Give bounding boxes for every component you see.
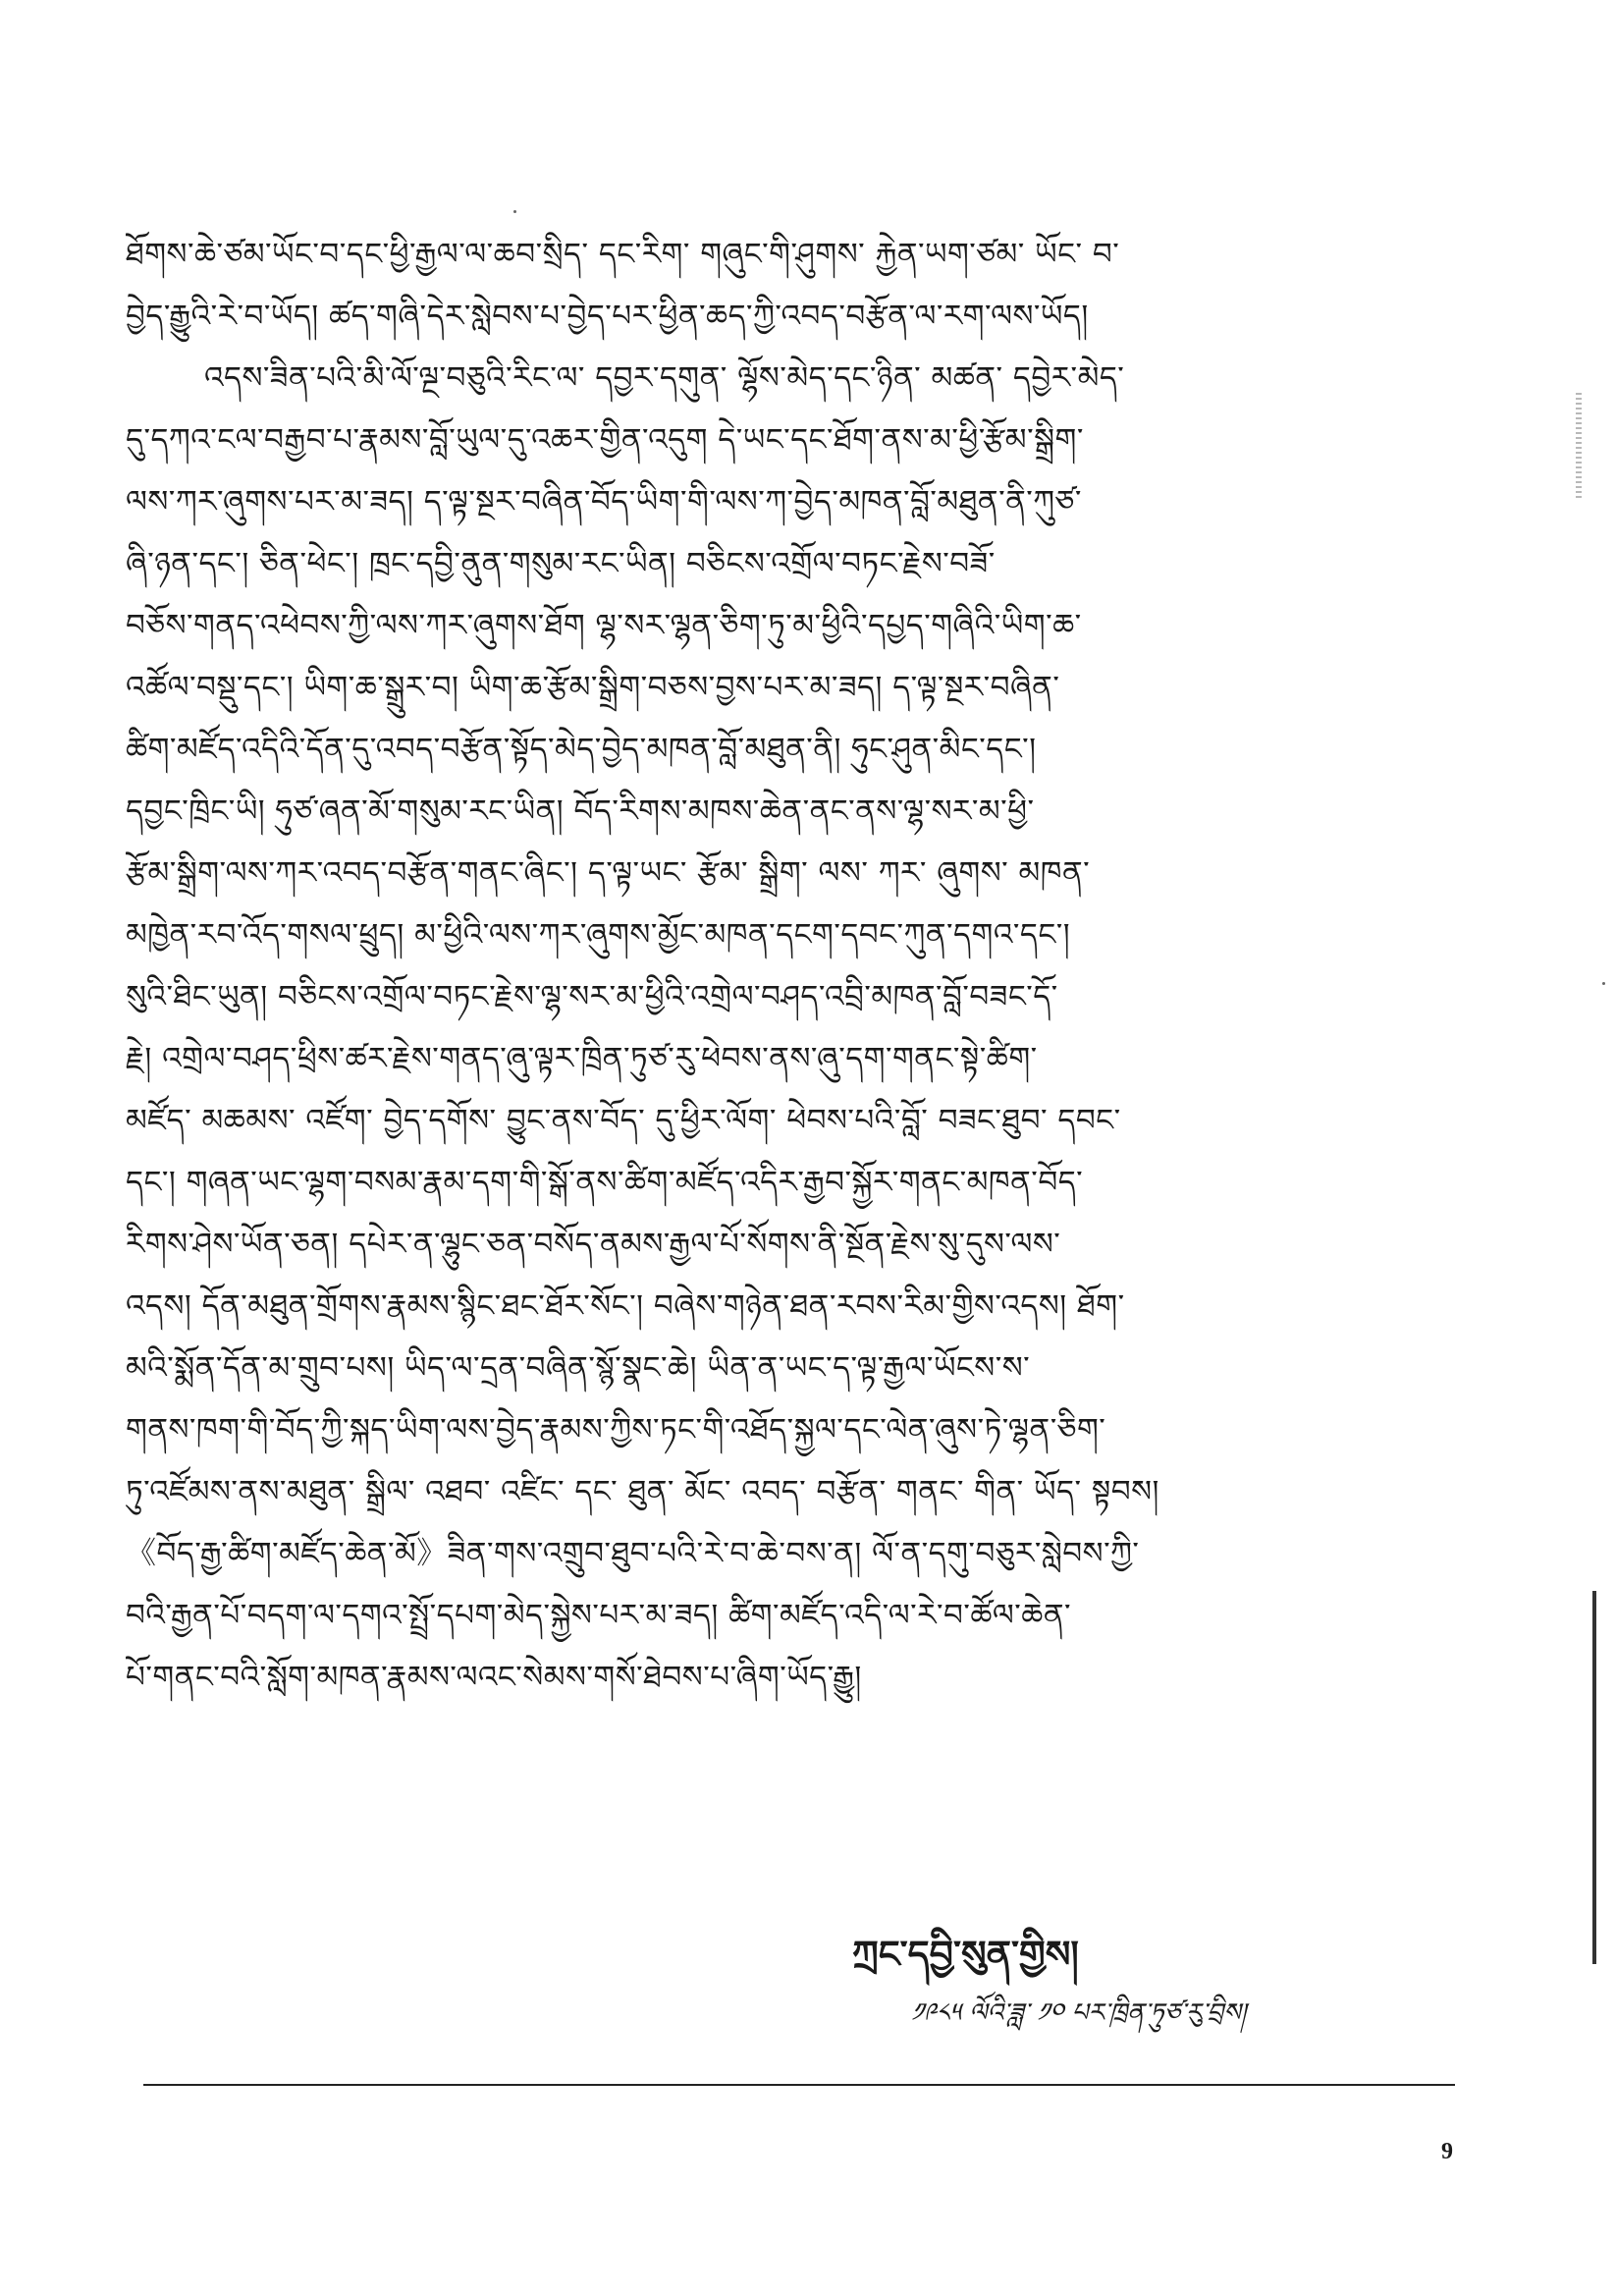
text-line: ལས་ཀར་ཞུགས་པར་མ་ཟད། ད་ལྟ་སྔར་བཞིན་བོད་ཡིག་གི་ལས་ཀ་བྱེད་མཁན་བློ་མཐུན་ནི་ཀུཙ་: [126, 484, 1082, 519]
text-line: ཞི་ཉན་དང་། ཅིན་ཕེང་། ཁྲང་དབྱི་ནུན་གསུམ་རང་ཡིན། བཅིངས་འགྲོལ་བཏང་རྗེས་བཟོ་: [126, 546, 996, 581]
text-line: མཁྱེན་རབ་འོད་གསལ་ཕྲུད། མ་ཕྱིའི་ལས་ཀར་ཞུགས་མྱོང་མཁན་དངག་དབང་ཀུན་དགའ་དང་།: [126, 917, 1071, 953]
text-line: རིགས་ཤེས་ཡོན་ཅན། དཔེར་ན་ལྷུང་ཅན་བསོད་ནམས་རྒྱལ་པོ་སོགས་ནི་སྔོན་རྗེས་སུ་དུས་ལས་: [126, 1227, 1061, 1262]
text-line: བའི་རྒྱན་པོ་བདག་ལ་དགའ་སྤྲོ་དཔག་མེད་སྐྱེས་པར་མ་ཟད། ཚིག་མཛོད་འདི་ལ་རེ་བ་ཚོལ་ཆེན་: [126, 1598, 1072, 1633]
text-line: སུའི་ཐིང་ཡུན། བཅིངས་འགྲོལ་བཏང་རྗེས་ལྷ་སར་མ་ཕྱིའི་འགྲེལ་བཤད་འབྲི་མཁན་བློ་བཟང་དོ་: [126, 979, 1058, 1014]
text-line: འདས། དོན་མཐུན་གྲོགས་རྣམས་སྙིང་ཐང་ཐོར་སོང་། བཞེས་གཉེན་ཐན་རབས་རིམ་གྱིས་འདས། ཐོག་: [126, 1288, 1125, 1324]
paragraph-start-line: འདས་ཟིན་པའི་མི་ལོ་ལྔ་བཅུའི་རིང་ལ་ དབྱར་དགུན་ ལྷོས་མེད་དང་ཉིན་ མཚན་ དབྱེར་མེད་: [204, 360, 1125, 396]
author-name: ཀྲང་དབྱི་སུན་གྱིས།: [852, 1932, 1079, 1976]
text-line: བཅོས་གནད་འཕེབས་ཀྱི་ལས་ཀར་ཞུགས་ཐོག ལྷ་སར་ལྷན་ཅིག་ཏུ་མ་ཕྱིའི་དཔྱད་གཞིའི་ཡིག་ཆ་: [126, 608, 1082, 643]
page-number: 9: [1441, 2139, 1453, 2164]
text-line: རྩོམ་སྒྲིག་ལས་ཀར་འབད་བརྩོན་གནང་ཞིང་། ད་ལྟ་ཡང་ རྩོམ་ སྒྲིག་ ལས་ ཀར་ ཞུགས་ མཁན་: [126, 855, 1091, 891]
text-line: དང་། གཞན་ཡང་ལྷག་བསམ་རྣམ་དག་གི་སྒོ་ནས་ཚིག་མཛོད་འདིར་རྒྱབ་སྐྱོར་གནང་མཁན་བོད་: [126, 1165, 1084, 1200]
text-line: 《བོད་རྒྱ་ཚིག་མཛོད་ཆེན་མོ》ཟིན་གས་འགྲུབ་ཐུབ་པའི་རེ་བ་ཆེ་བས་ན། ལོ་ན་དགུ་བཅུར་སླེབས་ཀྱི་: [126, 1536, 1140, 1571]
body-text: [126, 224, 1461, 1709]
text-line: མའི་སྨོན་དོན་མ་གྲུབ་པས། ཡིད་ལ་དྲན་བཞིན་སྙོ་སྣང་ཆེ། ཡིན་ན་ཡང་ད་ལྟ་རྒྱལ་ཡོངས་ས་: [126, 1350, 1031, 1386]
text-line: བྱེད་རྒྱུའི་རེ་བ་ཡོད། ཚད་གཞི་དེར་སླེབས་པ་བྱེད་པར་ཕྱིན་ཆད་ཀྱི་འབད་བརྩོན་ལ་རག་ལས་ཡོད།: [126, 299, 1089, 334]
text-line: མཛོད་ མཆམས་ འཛོག་ བྱེད་དགོས་ བྱུང་ནས་བོད་ དུ་ཕྱིར་ལོག་ ཕེབས་པའི་བློ་ བཟང་ཐུབ་ དབང་: [126, 1103, 1121, 1138]
text-line: ཚིག་མཛོད་འདིའི་དོན་དུ་འབད་བརྩོན་སྟོད་མེད་བྱེད་མཁན་བློ་མཐུན་ནི། ཧུང་ཤུན་མིང་དང་།: [126, 732, 1037, 767]
signature-block: [852, 1925, 1461, 2043]
text-line: འཚོལ་བསྡུ་དང་། ཡིག་ཆ་སྒྲུར་བ། ཡིག་ཆ་རྩོམ་སྒྲིག་བཅས་བྱས་པར་མ་ཟད། ད་ལྟ་སྔར་བཞིན་: [126, 670, 1060, 705]
text-line: ཐོགས་ཆེ་ཙམ་ཡོང་བ་དང་ཕྱི་རྒྱལ་ལ་ཆབ་སྲིད་ དང་རིག་ གཞུང་གི་ཤུགས་ རྐྱེན་ཡག་ཙམ་ ཡོང་ བ་: [126, 237, 1120, 272]
signature-date: ༡༩༨༥ ལོའི་ཟླ་ ༡༠ པར་ཁྲིན་ཏུཙ་རུ་བྲིས།: [911, 1998, 1247, 2028]
scan-speck: [1602, 982, 1605, 985]
text-line: ཏུ་འཛོམས་ནས་མཐུན་ སྒྲིལ་ འཐབ་ འཛིང་ དང་ ཐུན་ མོང་ འབད་ བརྩོན་ གནང་ གིན་ ཡོད་ སྟབས།: [126, 1474, 1159, 1509]
text-line: པོ་གནང་བའི་སློག་མཁན་རྣམས་ལའང་སེམས་གསོ་ཐེབས་པ་ཞིག་ཡོད་རྒྱུ།: [126, 1660, 862, 1695]
text-line: རྗེ། འགྲེལ་བཤད་ཕྲིས་ཚར་རྗེས་གནད་ཞུ་ལྟར་ཁྲིན་ཏུཙ་རུ་ཕེབས་ནས་ཞུ་དག་གནང་སྟེ་ཚིག་: [126, 1041, 1038, 1076]
footer-rule: [143, 2084, 1455, 2086]
scan-margin-mark: [1576, 393, 1582, 501]
scan-edge-bar: [1592, 1591, 1596, 1964]
text-line: དུ་དཀའ་ངལ་བརྒྱབ་པ་རྣམས་བློ་ཡུལ་དུ་འཆར་གྱིན་འདུག དེ་ཡང་དང་ཐོག་ནས་མ་ཕྱི་རྩོམ་སྒྲིག་: [126, 422, 1084, 458]
text-line: གནས་ཁག་གི་བོད་ཀྱི་སྐད་ཡིག་ལས་བྱེད་རྣམས་ཀྱིས་ཏང་གི་འཐོད་སྐྱལ་དང་ལེན་ཞུས་ཏེ་ལྷན་ཅིག་: [126, 1412, 1106, 1448]
scan-speck: [513, 210, 516, 213]
text-line: དབྱང་ཁྲིང་ཡི། ཧུཙ་ཞན་མོ་གསུམ་རང་ཡིན། བོད་རིགས་མཁས་ཆེན་ནང་ནས་ལྷ་སར་མ་ཕྱི་: [126, 793, 1035, 829]
